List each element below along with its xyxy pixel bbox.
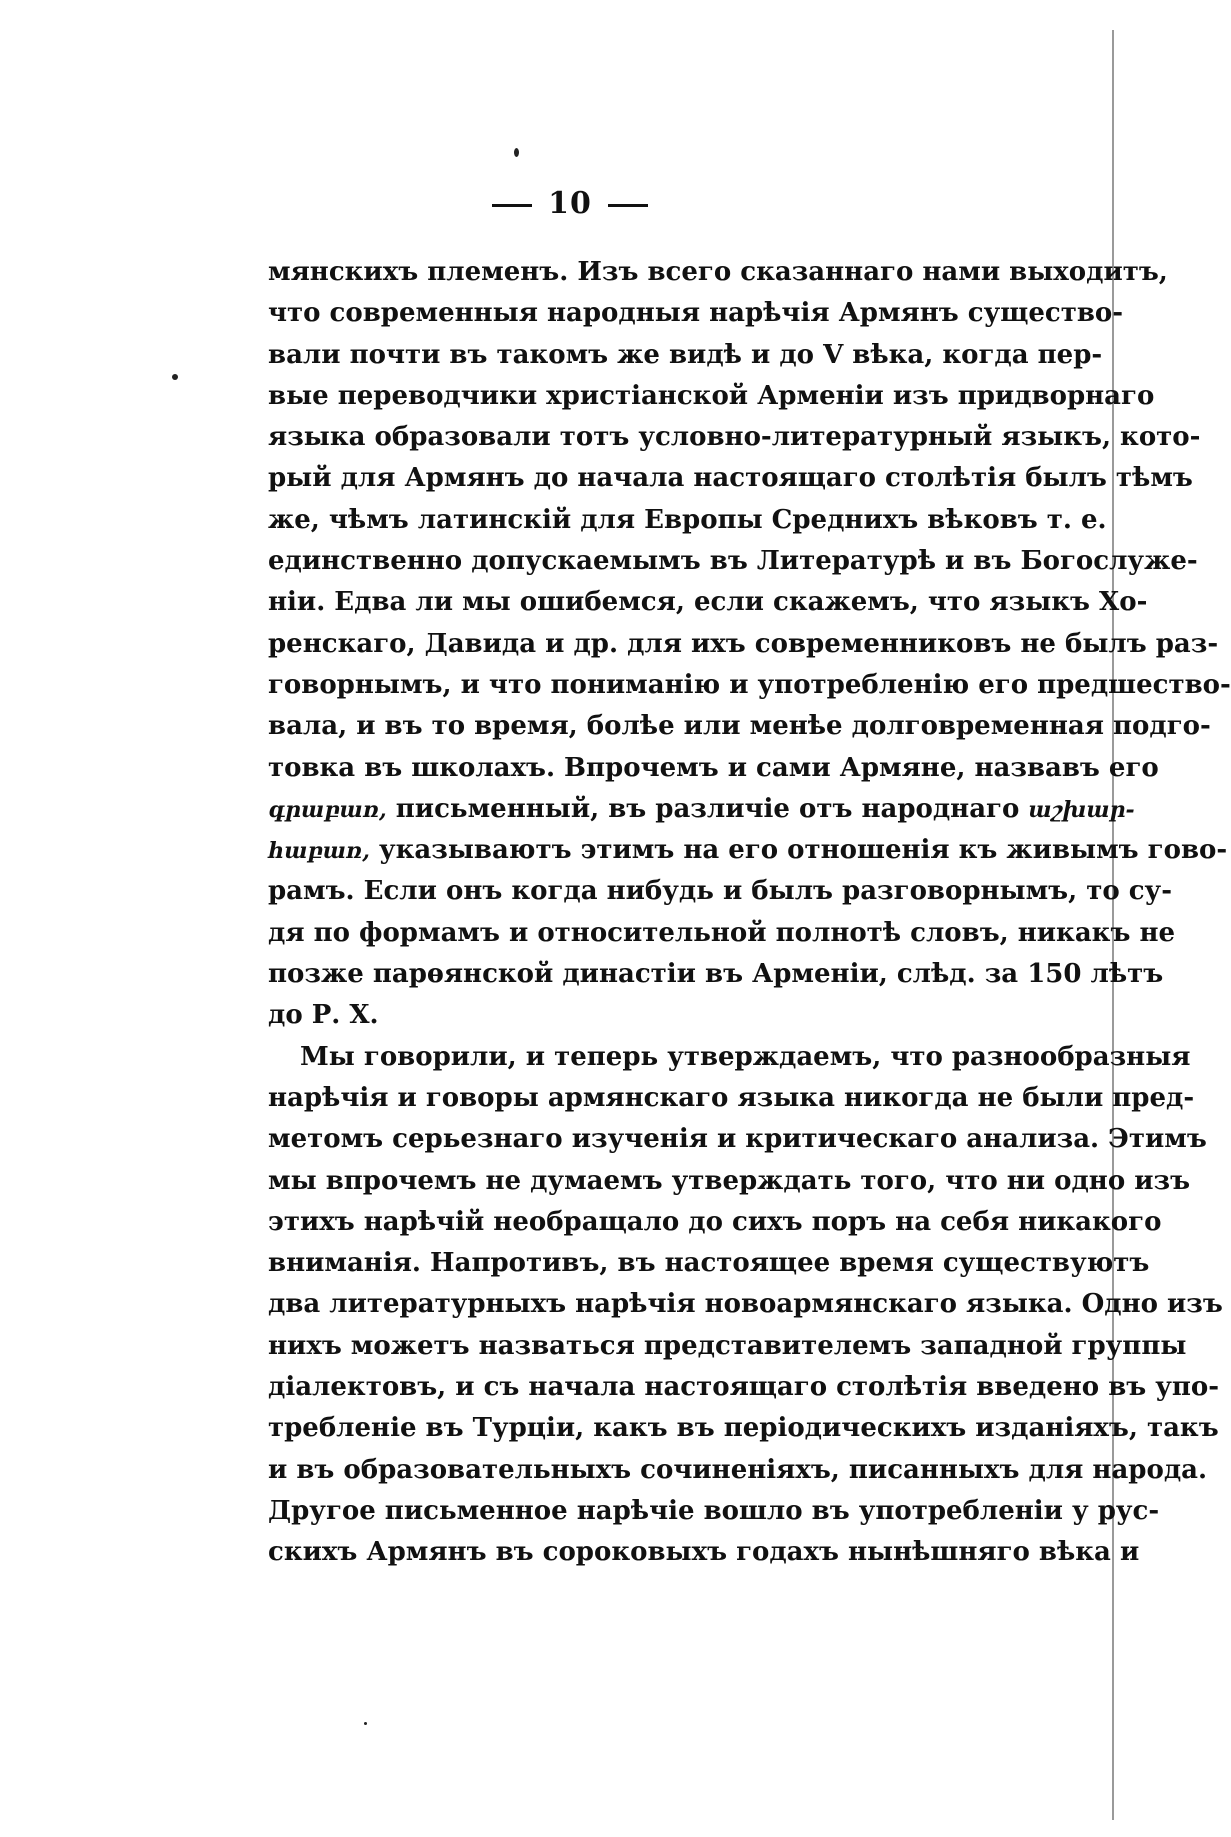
text-segment: вые переводчики христіанской Арменіи изъ придворнаго bbox=[268, 380, 1155, 411]
text-line bbox=[268, 1367, 1220, 1408]
text-segment: нарѣчія и говоры армянскаго языка никогда не были пред- bbox=[268, 1082, 1195, 1113]
text-segment: что современныя народныя нарѣчія Армянъ существо- bbox=[268, 298, 1124, 329]
text-line bbox=[268, 706, 1211, 747]
text-segment: языка образовали тотъ условно-литературный языкъ, кото- bbox=[268, 422, 1201, 453]
text-line bbox=[268, 458, 1193, 499]
text-segment: діалектовъ, и съ начала настоящаго столѣтія введено въ упо- bbox=[268, 1372, 1220, 1403]
text-line bbox=[268, 1450, 1208, 1491]
text-segment: скихъ Армянъ въ сороковыхъ годахъ нынѣшняго вѣка и bbox=[268, 1537, 1140, 1568]
text-segment: до Р. Х. bbox=[268, 1000, 379, 1031]
text-segment: Другое письменное нарѣчіе вошло въ употребленіи у рус- bbox=[268, 1495, 1160, 1526]
text-line bbox=[268, 582, 1148, 623]
text-segment: вала, и въ то время, болѣе или менѣе долговременная подго- bbox=[268, 711, 1211, 742]
armenian-word: հաբառ, bbox=[268, 838, 370, 865]
text-line bbox=[268, 1119, 1207, 1160]
text-line bbox=[268, 376, 1155, 417]
text-line bbox=[268, 1078, 1195, 1119]
text-line bbox=[268, 417, 1201, 458]
paragraph bbox=[268, 1037, 1223, 1574]
text-segment: рамъ. Если онъ когда нибудь и былъ разговорнымъ, то су- bbox=[268, 876, 1172, 907]
text-line bbox=[268, 624, 1219, 665]
text-line bbox=[268, 335, 1103, 376]
text-line bbox=[268, 995, 1028, 1036]
text-segment: вниманія. Напротивъ, въ настоящее время существуютъ bbox=[268, 1248, 1150, 1279]
text-segment: ренскаго, Давида и др. для ихъ современниковъ не былъ раз- bbox=[268, 628, 1219, 659]
text-line bbox=[268, 1491, 1160, 1532]
text-segment: требленіе въ Турціи, какъ въ періодическихъ изданіяхъ, такъ bbox=[268, 1413, 1219, 1444]
text-segment: два литературныхъ нарѣчія новоармянскаго языка. Одно изъ bbox=[268, 1289, 1223, 1320]
text-segment: письменный, въ различіе отъ народнаго bbox=[386, 793, 1029, 824]
text-segment: этихъ нарѣчій необращало до сихъ поръ на себя никакого bbox=[268, 1206, 1162, 1237]
text-segment: указываютъ этимъ на его отношенія къ живымъ гово- bbox=[369, 835, 1228, 866]
text-segment: и въ образовательныхъ сочиненіяхъ, писанныхъ для народа. bbox=[268, 1454, 1208, 1485]
folio-dash-left bbox=[492, 204, 532, 207]
text-segment: Мы говорили, и теперь утверждаемъ, что разнообразныя bbox=[300, 1041, 1191, 1072]
text-line bbox=[268, 293, 1124, 334]
text-line bbox=[268, 1284, 1223, 1325]
text-line bbox=[268, 1408, 1219, 1449]
text-line bbox=[268, 1161, 1191, 1202]
text-line bbox=[268, 1532, 1140, 1573]
text-segment: единственно допускаемымъ въ Литературѣ и въ Богослуже- bbox=[268, 546, 1198, 577]
text-line bbox=[268, 1243, 1150, 1284]
armenian-word: աշխար- bbox=[1028, 796, 1135, 823]
ink-speck-top bbox=[514, 148, 519, 157]
text-line bbox=[268, 913, 1176, 954]
armenian-word: գրաբառ, bbox=[268, 796, 387, 823]
ink-speck-bottom bbox=[364, 1722, 367, 1725]
text-line bbox=[268, 1202, 1162, 1243]
text-line bbox=[268, 1037, 1191, 1078]
text-line bbox=[268, 500, 1107, 541]
text-segment: мы впрочемъ не думаемъ утверждать того, что ни одно изъ bbox=[268, 1165, 1191, 1196]
text-segment: говорнымъ, и что пониманію и употребленію его предшество- bbox=[268, 669, 1231, 700]
text-line bbox=[268, 830, 1228, 871]
paragraph bbox=[268, 252, 1231, 1037]
text-segment: позже парѳянской династіи въ Арменіи, слѣд. за 150 лѣтъ bbox=[268, 959, 1164, 990]
body-text bbox=[268, 252, 1231, 1574]
text-line bbox=[268, 789, 1135, 830]
text-line bbox=[268, 1326, 1187, 1367]
text-segment: мянскихъ племенъ. Изъ всего сказаннаго нами выходитъ, bbox=[268, 257, 1168, 287]
page-number-value: 10 bbox=[548, 186, 592, 221]
text-segment: рый для Армянъ до начала настоящаго столѣтія былъ тѣмъ bbox=[268, 463, 1193, 494]
folio-dash-right bbox=[608, 204, 648, 207]
text-segment: ніи. Едва ли мы ошибемся, если скажемъ, что языкъ Хо- bbox=[268, 587, 1148, 618]
text-line bbox=[268, 954, 1164, 995]
text-segment: товка въ школахъ. Впрочемъ и сами Армяне, назвавъ его bbox=[268, 752, 1159, 783]
text-segment: нихъ можетъ назваться представителемъ западной группы bbox=[268, 1330, 1187, 1361]
ink-speck-margin bbox=[172, 374, 178, 380]
text-line bbox=[268, 871, 1172, 912]
text-segment: дя по формамъ и относительной полнотѣ словъ, никакъ не bbox=[268, 917, 1176, 948]
text-line bbox=[268, 748, 1159, 789]
text-line bbox=[268, 665, 1231, 706]
text-line bbox=[268, 541, 1198, 582]
text-segment: же, чѣмъ латинскій для Европы Среднихъ вѣковъ т. е. bbox=[268, 504, 1107, 535]
text-segment: метомъ серьезнаго изученія и критическаго анализа. Этимъ bbox=[268, 1124, 1207, 1155]
text-segment: вали почти въ такомъ же видѣ и до V вѣка, когда пер- bbox=[268, 339, 1103, 370]
text-line bbox=[268, 252, 1168, 293]
page-number bbox=[0, 186, 1140, 221]
